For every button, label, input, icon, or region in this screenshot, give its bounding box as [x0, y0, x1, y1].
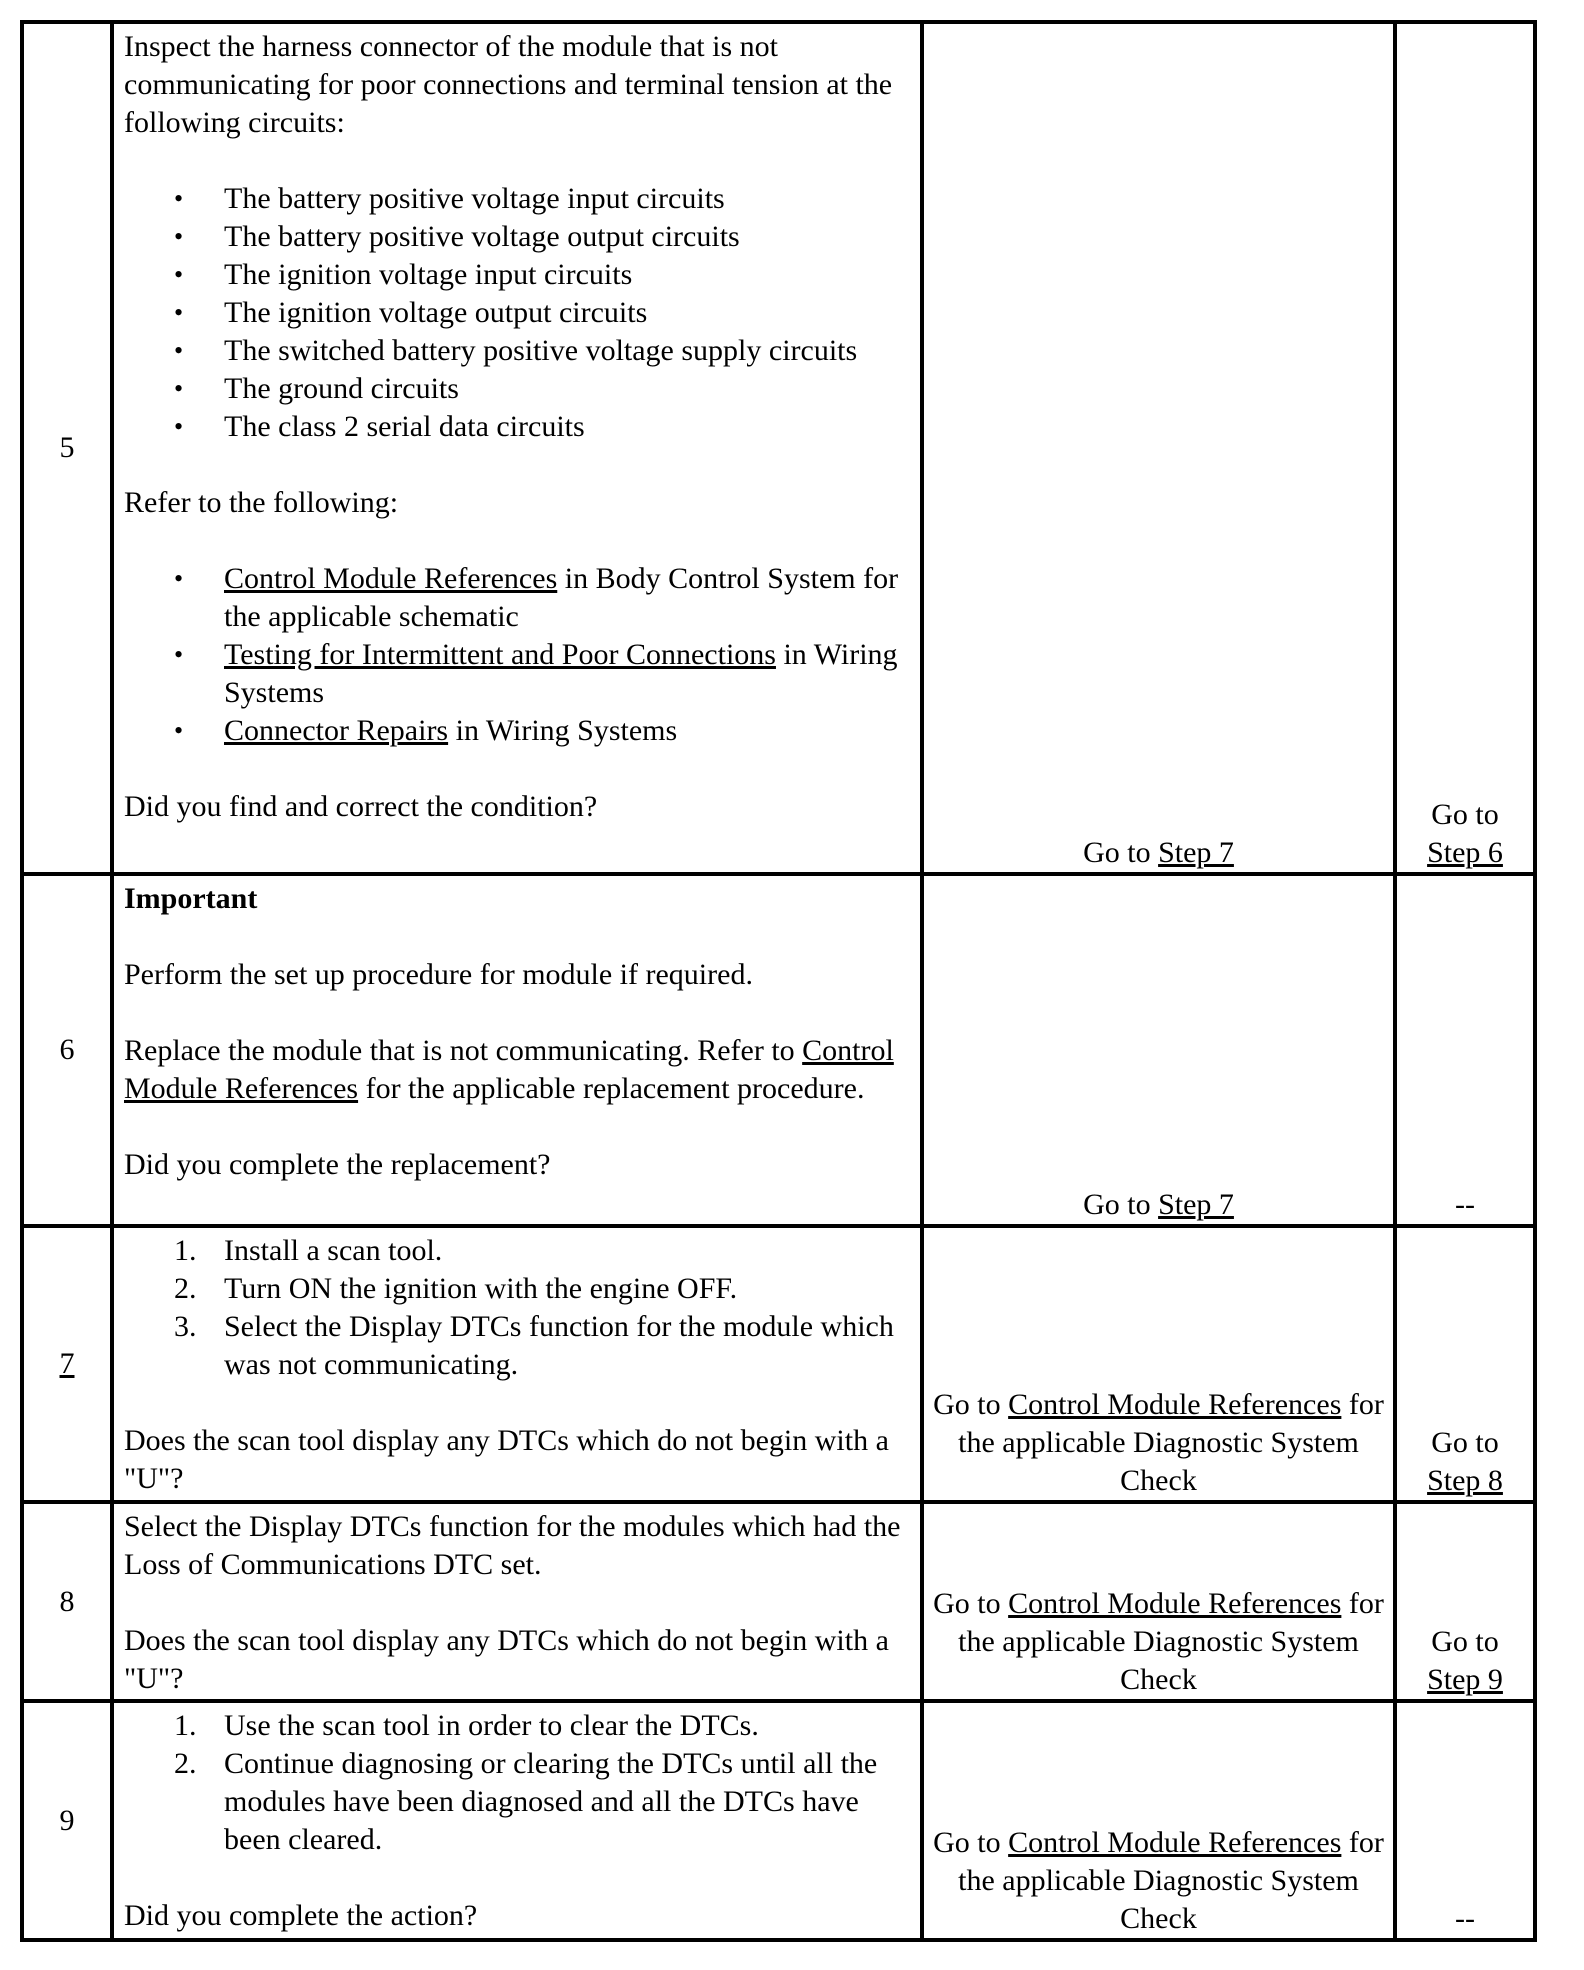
list-item: • Testing for Intermittent and Poor Connections in Wiring Systems	[124, 636, 912, 712]
reference-link[interactable]: Control Module References	[124, 1034, 894, 1105]
list-item: 1. Use the scan tool in order to clear the DTCs.	[174, 1709, 759, 1742]
step-link[interactable]: Step 8	[1427, 1464, 1503, 1497]
reference-link[interactable]: Control Module References	[1008, 1388, 1342, 1421]
table-row	[22, 1701, 1535, 1940]
table-row	[22, 22, 1535, 874]
action-cell	[112, 1226, 922, 1502]
step-link[interactable]: Step 9	[1427, 1663, 1503, 1696]
yes-cell: Go to Step 7	[922, 874, 1395, 1226]
list-item: 1. Install a scan tool.	[174, 1234, 443, 1267]
diagnostic-table	[20, 20, 1537, 1942]
table-row	[22, 874, 1535, 1226]
table-row	[22, 1226, 1535, 1502]
step-link[interactable]: Step 7	[1158, 1188, 1234, 1221]
step-link[interactable]: Step 7	[1158, 836, 1234, 869]
action-question: Does the scan tool display any DTCs which do not begin with a "U"?	[124, 1424, 889, 1495]
procedure-list	[124, 1707, 912, 1859]
list-item: 2. Continue diagnosing or clearing the DTCs until all the modules have been diagnosed and all the DTCs have been cleared.	[174, 1747, 878, 1856]
action-question: Did you complete the replacement?	[124, 1148, 551, 1181]
action-question: Did you find and correct the condition?	[124, 790, 598, 823]
action-question: Does the scan tool display any DTCs which do not begin with a "U"?	[124, 1624, 889, 1695]
list-item: • Control Module References in Body Control System for the applicable schematic	[124, 560, 912, 636]
reference-link[interactable]: Testing for Intermittent and Poor Connections	[224, 638, 776, 671]
important-heading: Important	[124, 882, 258, 915]
list-item: • Connector Repairs in Wiring Systems	[124, 712, 912, 750]
list-item: • The battery positive voltage input circuits	[124, 180, 912, 218]
list-item: • The switched battery positive voltage supply circuits	[124, 332, 912, 370]
step-number: 8	[22, 1502, 112, 1701]
action-cell	[112, 1502, 922, 1701]
list-item: • The battery positive voltage output circuits	[124, 218, 912, 256]
yes-cell: Go to Control Module References for the applicable Diagnostic System Check	[922, 1502, 1395, 1701]
reference-list	[124, 560, 912, 750]
list-item: • The ignition voltage output circuits	[124, 294, 912, 332]
list-item: • The ignition voltage input circuits	[124, 256, 912, 294]
action-cell	[112, 874, 922, 1226]
action-body: Replace the module that is not communicating. Refer to Control Module References for the applicable replacement procedure.	[124, 1034, 894, 1105]
yes-cell: Go to Control Module References for the applicable Diagnostic System Check	[922, 1226, 1395, 1502]
no-cell: Go to Step 6	[1395, 22, 1535, 874]
step-number[interactable]: 7	[22, 1226, 112, 1502]
circuit-list	[124, 180, 912, 446]
step-number: 5	[22, 22, 112, 874]
important-note: Perform the set up procedure for module if required.	[124, 958, 753, 991]
no-cell: --	[1395, 1701, 1535, 1940]
action-cell	[112, 22, 922, 874]
no-cell: --	[1395, 874, 1535, 1226]
list-item: 3. Select the Display DTCs function for the module which was not communicating.	[174, 1310, 894, 1381]
no-cell: Go to Step 8	[1395, 1226, 1535, 1502]
table-row	[22, 1502, 1535, 1701]
list-item: • The class 2 serial data circuits	[124, 408, 912, 446]
reference-link[interactable]: Control Module References	[1008, 1826, 1342, 1859]
yes-cell: Go to Step 7	[922, 22, 1395, 874]
refer-label: Refer to the following:	[124, 486, 399, 519]
step-link[interactable]: Step 6	[1427, 836, 1503, 869]
action-intro: Inspect the harness connector of the module that is not communicating for poor connections and terminal tension at the following circuits:	[124, 30, 893, 139]
action-intro: Select the Display DTCs function for the modules which had the Loss of Communications DTC set.	[124, 1510, 901, 1581]
no-cell: Go to Step 9	[1395, 1502, 1535, 1701]
step-number: 6	[22, 874, 112, 1226]
step-number: 9	[22, 1701, 112, 1940]
procedure-list	[124, 1232, 912, 1384]
list-item: • The ground circuits	[124, 370, 912, 408]
list-item: 2. Turn ON the ignition with the engine OFF.	[174, 1272, 738, 1305]
yes-cell: Go to Control Module References for the applicable Diagnostic System Check	[922, 1701, 1395, 1940]
reference-link[interactable]: Control Module References	[224, 562, 558, 595]
reference-link[interactable]: Connector Repairs	[224, 714, 449, 747]
action-question: Did you complete the action?	[124, 1899, 478, 1932]
reference-link[interactable]: Control Module References	[1008, 1587, 1342, 1620]
action-cell	[112, 1701, 922, 1940]
